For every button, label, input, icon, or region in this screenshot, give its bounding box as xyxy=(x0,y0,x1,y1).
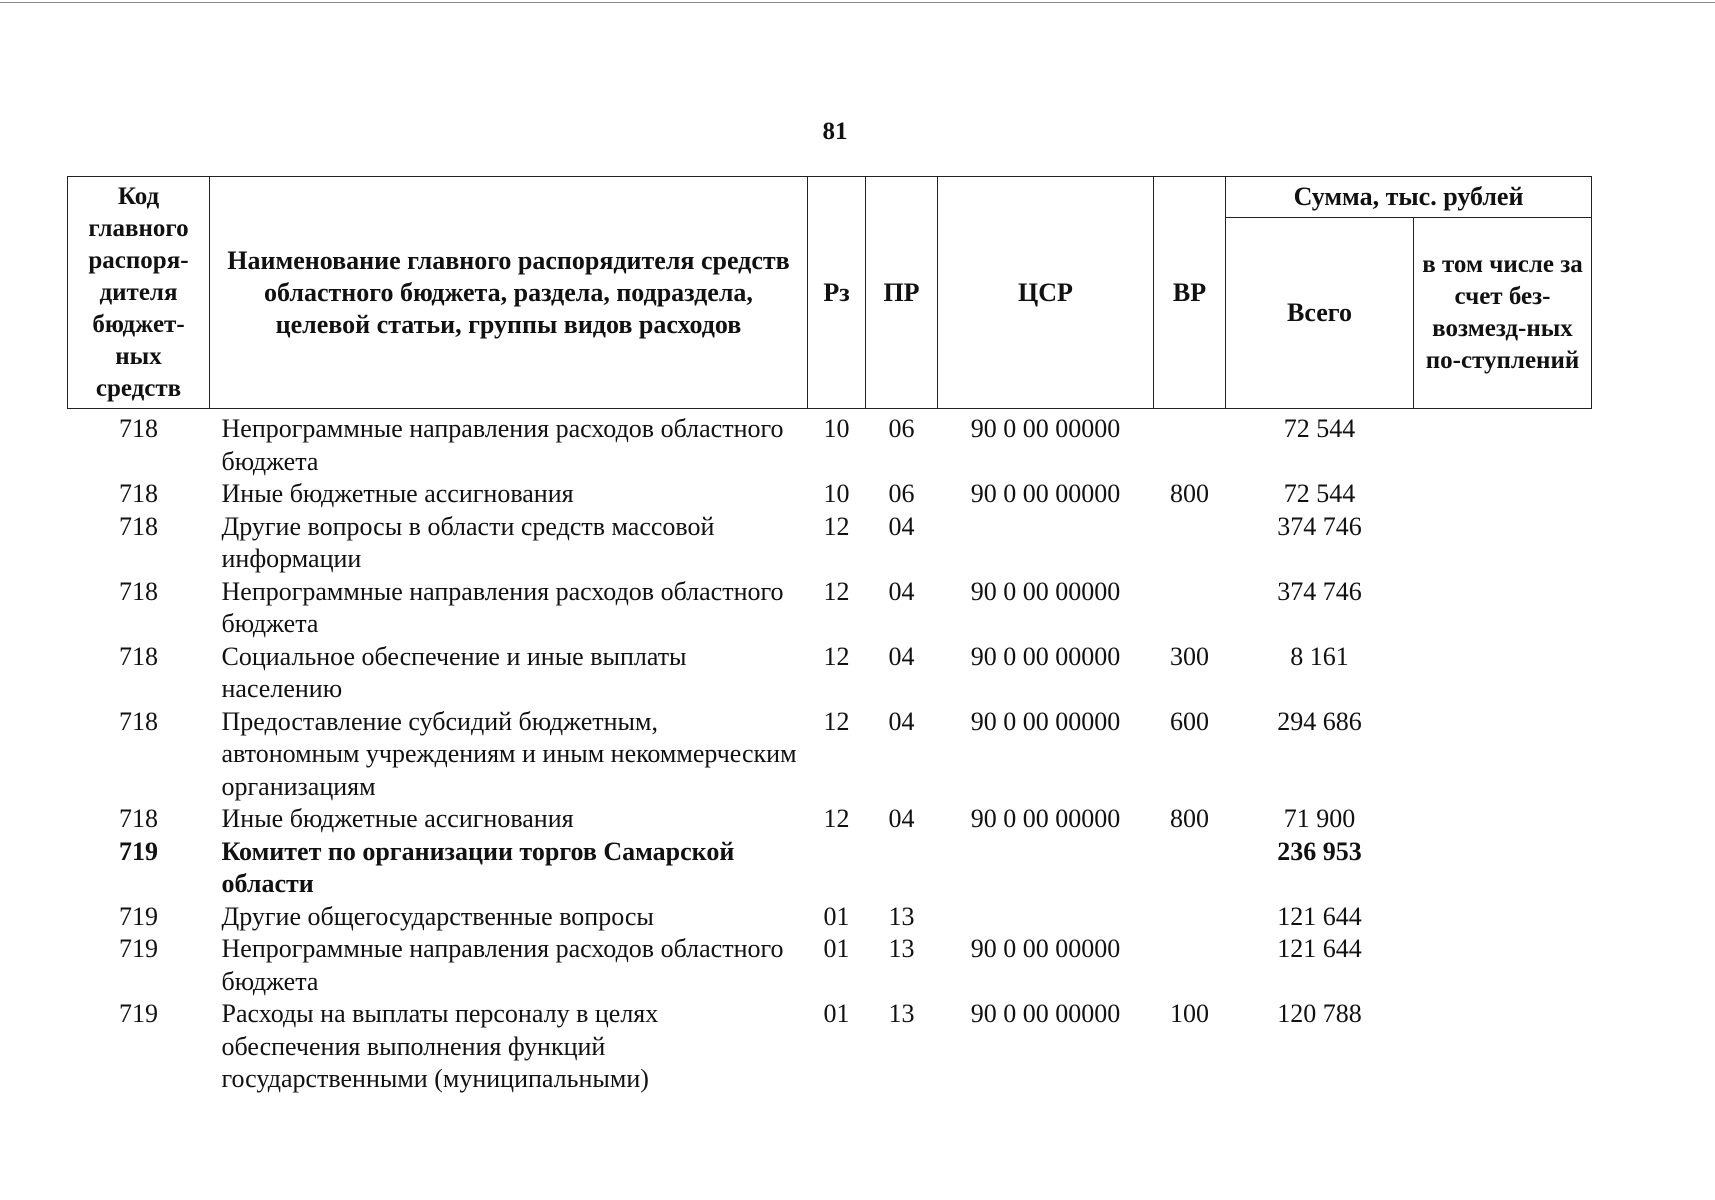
cell-name: Социальное обеспечение и иные выплаты населению xyxy=(221,641,687,703)
cell-code: 719 xyxy=(119,901,158,931)
cell-code: 718 xyxy=(119,576,158,606)
cell-pr: 13 xyxy=(888,999,915,1028)
cell-code: 718 xyxy=(119,479,158,508)
cell-code: 719 xyxy=(119,999,158,1028)
cell-csr: 90 0 00 00000 xyxy=(970,414,1121,443)
cell-vr xyxy=(1154,576,1226,641)
cell-vr xyxy=(1154,901,1226,934)
cell-name: Иные бюджетные ассигнования xyxy=(221,804,574,833)
table-row xyxy=(68,803,1592,836)
cell-total: 236 953 xyxy=(1277,836,1362,866)
table-row xyxy=(68,998,1592,1096)
table-header xyxy=(68,177,1592,409)
cell-free xyxy=(1414,511,1592,576)
cell-code: 719 xyxy=(119,934,158,963)
cell-code: 718 xyxy=(119,706,158,736)
cell-vr xyxy=(1154,933,1226,998)
cell-rz: 12 xyxy=(823,706,850,736)
cell-csr: 90 0 00 00000 xyxy=(970,479,1121,508)
cell-code: 719 xyxy=(119,836,158,866)
cell-rz xyxy=(808,836,866,901)
table-row xyxy=(68,478,1592,511)
cell-csr xyxy=(938,836,1154,901)
cell-pr: 04 xyxy=(888,641,915,671)
table-row xyxy=(68,836,1592,901)
cell-csr: 90 0 00 00000 xyxy=(970,576,1121,606)
cell-total: 294 686 xyxy=(1277,706,1362,736)
cell-name: Расходы на выплаты персоналу в целях обеспечения выполнения функций государственными (муниципальными) xyxy=(221,999,659,1093)
cell-csr xyxy=(938,511,1154,576)
cell-name: Непрограммные направления расходов областного бюджета xyxy=(221,934,784,996)
header-pr: ПР xyxy=(866,177,938,409)
cell-rz: 12 xyxy=(823,641,850,671)
cell-vr xyxy=(1154,836,1226,901)
table-row xyxy=(68,511,1592,576)
cell-total: 8 161 xyxy=(1290,641,1349,671)
cell-vr xyxy=(1154,409,1226,479)
header-vr: ВР xyxy=(1154,177,1226,409)
top-rule xyxy=(0,2,1715,3)
cell-total: 71 900 xyxy=(1283,804,1356,833)
header-rz: Рз xyxy=(808,177,866,409)
cell-name: Иные бюджетные ассигнования xyxy=(221,479,574,508)
cell-name: Другие вопросы в области средств массовой информации xyxy=(221,511,715,573)
cell-total: 374 746 xyxy=(1277,511,1362,541)
header-free: в том числе за счет без-возмезд-ных по-ступлений xyxy=(1414,218,1592,409)
cell-csr xyxy=(938,901,1154,934)
cell-vr xyxy=(1154,511,1226,576)
cell-vr: 800 xyxy=(1170,479,1209,508)
cell-vr: 600 xyxy=(1170,706,1209,736)
cell-pr: 04 xyxy=(888,511,915,541)
cell-free xyxy=(1414,933,1592,998)
cell-free xyxy=(1414,478,1592,511)
header-code: Код главного распоря-дителя бюджет-ных средств xyxy=(68,177,210,409)
cell-pr: 04 xyxy=(888,804,915,833)
cell-pr: 04 xyxy=(888,576,915,606)
cell-vr: 300 xyxy=(1170,641,1209,671)
cell-csr: 90 0 00 00000 xyxy=(970,641,1121,671)
cell-free xyxy=(1414,901,1592,934)
cell-pr: 13 xyxy=(888,934,915,963)
cell-free xyxy=(1414,576,1592,641)
cell-csr: 90 0 00 00000 xyxy=(970,706,1121,736)
cell-total: 72 544 xyxy=(1283,414,1356,443)
cell-code: 718 xyxy=(119,414,158,443)
cell-name: Непрограммные направления расходов областного бюджета xyxy=(221,576,784,638)
cell-free xyxy=(1414,409,1592,479)
cell-csr: 90 0 00 00000 xyxy=(970,999,1121,1028)
cell-rz: 12 xyxy=(823,804,850,833)
cell-pr: 06 xyxy=(888,479,915,508)
table-body xyxy=(68,409,1592,1096)
cell-free xyxy=(1414,998,1592,1096)
cell-rz: 12 xyxy=(823,511,850,541)
cell-pr: 13 xyxy=(888,901,915,931)
cell-rz: 10 xyxy=(823,479,850,508)
page-number: 81 xyxy=(822,118,848,145)
header-csr: ЦСР xyxy=(938,177,1154,409)
cell-rz: 10 xyxy=(823,414,850,443)
cell-pr: 04 xyxy=(888,706,915,736)
header-sum: Сумма, тыс. рублей xyxy=(1226,177,1592,218)
cell-total: 121 644 xyxy=(1277,901,1362,931)
cell-csr: 90 0 00 00000 xyxy=(970,804,1121,833)
budget-table xyxy=(67,176,1592,1096)
table-row xyxy=(68,706,1592,804)
cell-csr: 90 0 00 00000 xyxy=(970,934,1121,963)
cell-vr: 100 xyxy=(1170,999,1209,1028)
cell-total: 72 544 xyxy=(1283,479,1356,508)
cell-code: 718 xyxy=(119,511,158,541)
cell-total: 374 746 xyxy=(1277,576,1362,606)
cell-rz: 01 xyxy=(823,901,850,931)
header-total: Всего xyxy=(1226,218,1414,409)
cell-name: Комитет по организации торгов Самарской области xyxy=(221,836,735,898)
table-row xyxy=(68,933,1592,998)
cell-total: 121 644 xyxy=(1277,934,1362,963)
header-name: Наименование главного распорядителя средств областного бюджета, раздела, подраздела, целевой статьи, группы видов расходов xyxy=(210,177,808,409)
cell-name: Другие общегосударственные вопросы xyxy=(221,901,654,931)
cell-free xyxy=(1414,836,1592,901)
cell-vr: 800 xyxy=(1170,804,1209,833)
cell-name: Непрограммные направления расходов областного бюджета xyxy=(221,414,784,476)
cell-rz: 01 xyxy=(823,999,850,1028)
cell-pr: 06 xyxy=(888,414,915,443)
cell-code: 718 xyxy=(119,804,158,833)
cell-name: Предоставление субсидий бюджетным, автономным учреждениям и иным некоммерческим организациям xyxy=(221,706,797,801)
cell-rz: 12 xyxy=(823,576,850,606)
table-row xyxy=(68,409,1592,479)
cell-free xyxy=(1414,803,1592,836)
table-row xyxy=(68,641,1592,706)
cell-free xyxy=(1414,706,1592,804)
cell-rz: 01 xyxy=(823,934,850,963)
table-row xyxy=(68,576,1592,641)
cell-code: 718 xyxy=(119,641,158,671)
cell-free xyxy=(1414,641,1592,706)
cell-total: 120 788 xyxy=(1277,999,1362,1028)
cell-pr xyxy=(866,836,938,901)
table-row xyxy=(68,901,1592,934)
